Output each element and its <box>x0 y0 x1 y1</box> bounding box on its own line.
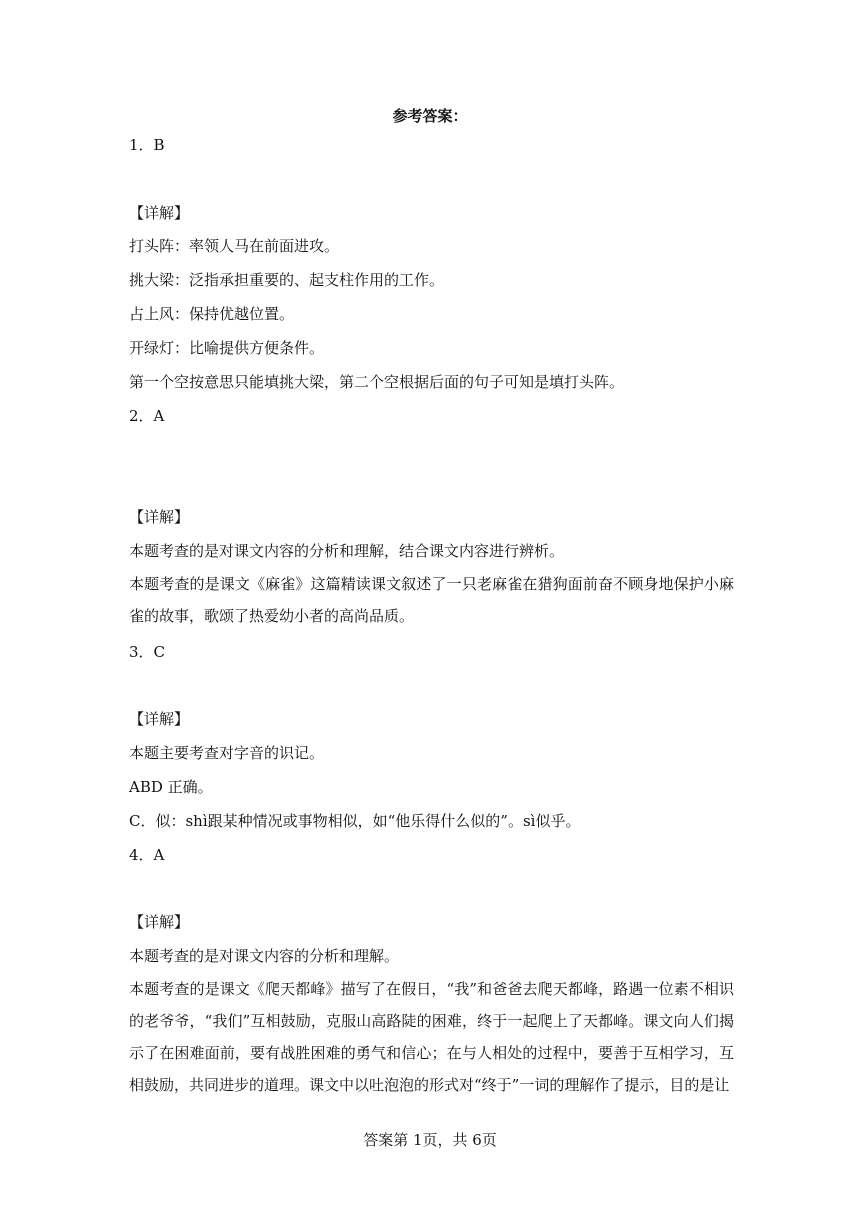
detail-label-2: 【详解】 <box>129 508 190 526</box>
detail-label-1: 【详解】 <box>129 204 190 222</box>
answer-1-line-5: 第一个空按意思只能填挑大梁，第二个空根据后面的句子可知是填打头阵。 <box>129 373 625 391</box>
answer-2-line-2: 本题考查的是课文《麻雀》这篇精读课文叙述了一只老麻雀在猎狗面前奋不顾身地保护小麻雀的故事，歌颂了热爱幼小者的高尚品质。 <box>129 575 734 625</box>
answer-4-line-2: 本题考查的是课文《爬天都峰》描写了在假日，“我”和爸爸去爬天都峰，路遇一位素不相识的老爷爷，“我们”互相鼓励，克服山高路陡的困难，终于一起爬上了天都峰。课文向人们揭示了在困难面前，要有战胜困难的勇气和信心；在与人相处的过程中，要善于互相学习，互相鼓励，共同进步的道理。课文中以吐泡泡的形式对“终于”一词的理解作了提示，目的是让 <box>129 980 734 1094</box>
answer-1-line-1: 打头阵：率领人马在前面进攻。 <box>129 237 340 255</box>
answer-3-line-3: C．似：shì跟某种情况或事物相似，如“他乐得什么似的”。sì似乎。 <box>129 812 581 830</box>
answer-4-line-1: 本题考查的是对课文内容的分析和理解。 <box>129 947 400 965</box>
answer-3-line-2: ABD 正确。 <box>129 778 213 796</box>
answer-1-line-2: 挑大梁：泛指承担重要的、起支柱作用的工作。 <box>129 271 445 289</box>
detail-label-4: 【详解】 <box>129 913 190 931</box>
detail-label-3: 【详解】 <box>129 710 190 728</box>
answer-3-line-1: 本题主要考查对字音的识记。 <box>129 744 325 762</box>
answer-1-line-3: 占上风：保持优越位置。 <box>129 305 295 323</box>
answer-1-line-4: 开绿灯：比喻提供方便条件。 <box>129 339 325 357</box>
answer-1: 1．B <box>129 136 165 154</box>
page-title: 参考答案： <box>392 107 468 125</box>
answer-3: 3．C <box>129 643 166 661</box>
page-footer: 答案第 1页，共 6页 <box>363 1131 497 1149</box>
answer-2: 2．A <box>129 407 165 425</box>
answer-4: 4．A <box>129 846 165 864</box>
answer-2-line-1: 本题考查的是对课文内容的分析和理解，结合课文内容进行辨析。 <box>129 542 565 560</box>
